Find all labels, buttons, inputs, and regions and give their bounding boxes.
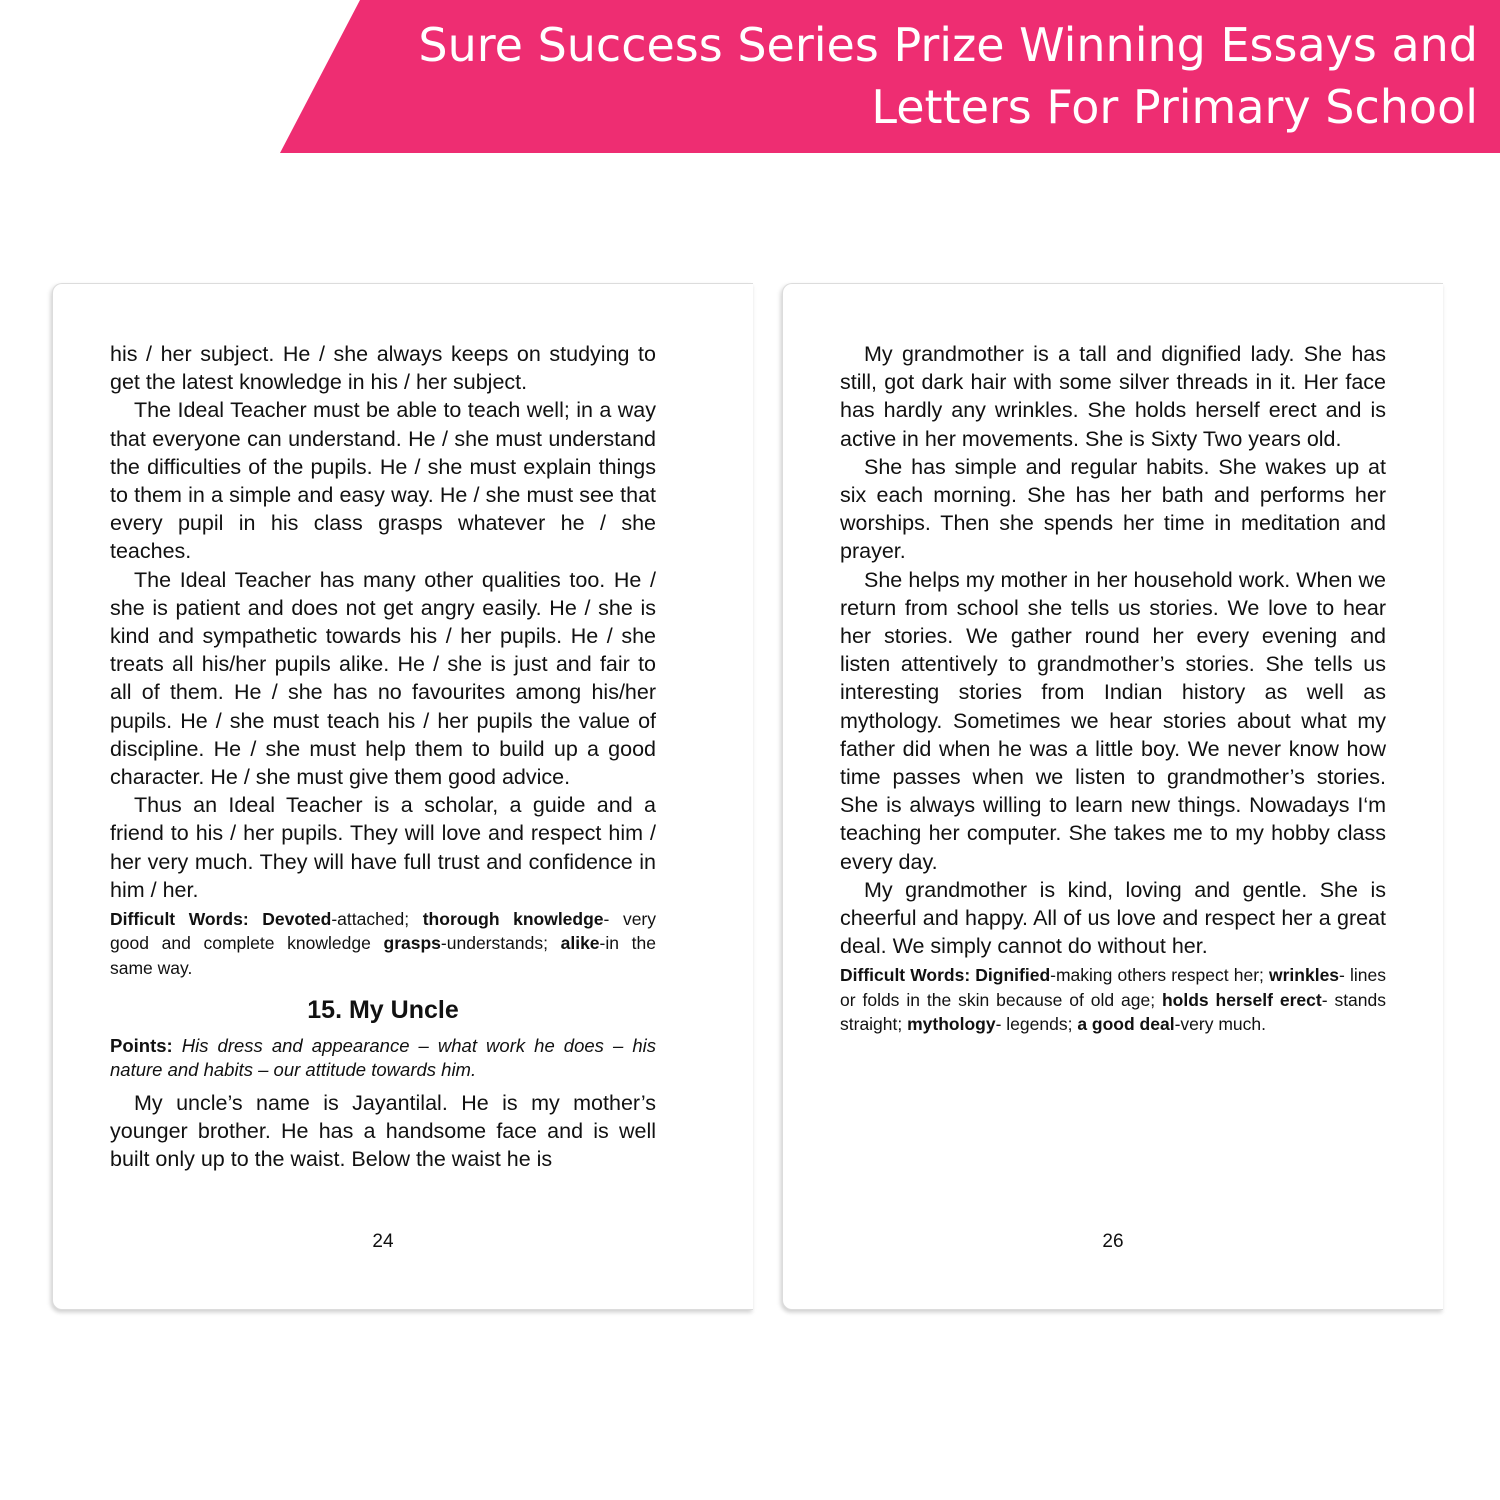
left-book-page <box>52 283 753 1310</box>
banner-title-line-1: Sure Success Series Prize Winning Essays and <box>418 18 1478 72</box>
meaning: - legends; <box>995 1014 1078 1035</box>
banner-title <box>378 14 1478 138</box>
word: grasps <box>383 933 441 954</box>
difficult-words <box>840 963 1386 1036</box>
meaning: -very much. <box>1174 1014 1266 1035</box>
paragraph: My uncle’s name is Jayantilal. He is my mother’s younger brother. He has a handsome face and is well built only up to the waist. Below the waist he is <box>110 1090 656 1171</box>
right-page-content <box>840 340 1386 1036</box>
word: Dignified <box>975 965 1051 986</box>
points-label: Points: <box>110 1034 173 1056</box>
meaning: -understands; <box>440 933 561 954</box>
difficult-words-label: Difficult Words: <box>840 965 971 986</box>
paragraph: Thus an Ideal Teacher is a scholar, a guide and a friend to his / her pupils. They will love and respect him / her very much. They will have full trust and confidence in him / her. <box>110 793 656 902</box>
meaning: - stands straight; <box>840 989 1387 1035</box>
difficult-words <box>110 907 656 980</box>
right-book-page <box>782 283 1443 1310</box>
meaning: - very good and complete knowledge <box>110 909 656 954</box>
meaning: - lines or folds in the skin because of old age; <box>840 965 1386 1010</box>
difficult-words-label: Difficult Words: <box>110 909 249 930</box>
banner-title-line-2: Letters For Primary School <box>871 80 1478 134</box>
word: holds herself erect <box>1161 989 1322 1010</box>
page-number: 26 <box>1102 1231 1124 1252</box>
meaning: -attached; <box>331 909 423 930</box>
paragraph: My grandmother is kind, loving and gentle. She is cheerful and happy. All of us love and respect her a great deal. We simply cannot do without her. <box>840 877 1386 959</box>
word: Devoted <box>262 909 332 930</box>
paragraph: his / her subject. He / she always keeps on studying to get the latest knowledge in his / her subject. <box>110 342 656 395</box>
paragraph: The Ideal Teacher must be able to teach well; in a way that everyone can understand. He / she must understand the difficulties of the pupils. He / she must explain things to them in a simple and easy way. He / she must see that every pupil in his class grasps whatever he / she teaches. <box>110 398 656 564</box>
essay-points <box>110 1034 656 1083</box>
paragraph: My grandmother is a tall and dignified lady. She has still, got dark hair with some silver threads in it. Her face has hardly any wrinkles. She holds herself erect and is active in her movements. She is Sixty Two years old. <box>840 342 1386 451</box>
paragraph: She has simple and regular habits. She wakes up at six each morning. She has her bath and performs her worships. Then she spends her time in meditation and prayer. <box>840 454 1386 564</box>
page-number: 24 <box>372 1231 394 1252</box>
word: thorough knowledge <box>422 909 604 930</box>
paragraph: The Ideal Teacher has many other qualities too. He / she is patient and does not get angry easily. He / she is kind and sympathetic towards his / her pupils. He / she treats all his/her pupils alike. He / she is just and fair to all of them. He / she has no favourites among his/her pupils. He / she must teach his / her pupils the value of discipline. He / she must help them to build up a good character. He / she must give them good advice. <box>110 567 656 790</box>
word: mythology <box>907 1014 996 1035</box>
points-text: His dress and appearance – what work he does – his nature and habits – our attitude towards him. <box>110 1034 656 1081</box>
meaning: -making others respect her; <box>1050 965 1269 986</box>
essay-heading: 15. My Uncle <box>307 995 459 1024</box>
word: alike <box>560 933 600 954</box>
word: wrinkles <box>1269 965 1340 986</box>
paragraph: She helps my mother in her household work. When we return from school she tells us stories. We love to hear her stories. We gather round her every evening and listen attentively to grandmother’s stories. She tells us interesting stories from Indian history as well as mythology. Sometimes we hear stories about what my father did when he was a little boy. We never know how time passes when we listen to grandmother’s stories. She is always willing to learn new things. Nowadays I‘m teaching her computer. She takes me to my hobby class every day. <box>840 567 1386 874</box>
word: a good deal <box>1077 1014 1175 1035</box>
left-page-content <box>110 340 656 1173</box>
meaning: -in the same way. <box>110 933 656 978</box>
